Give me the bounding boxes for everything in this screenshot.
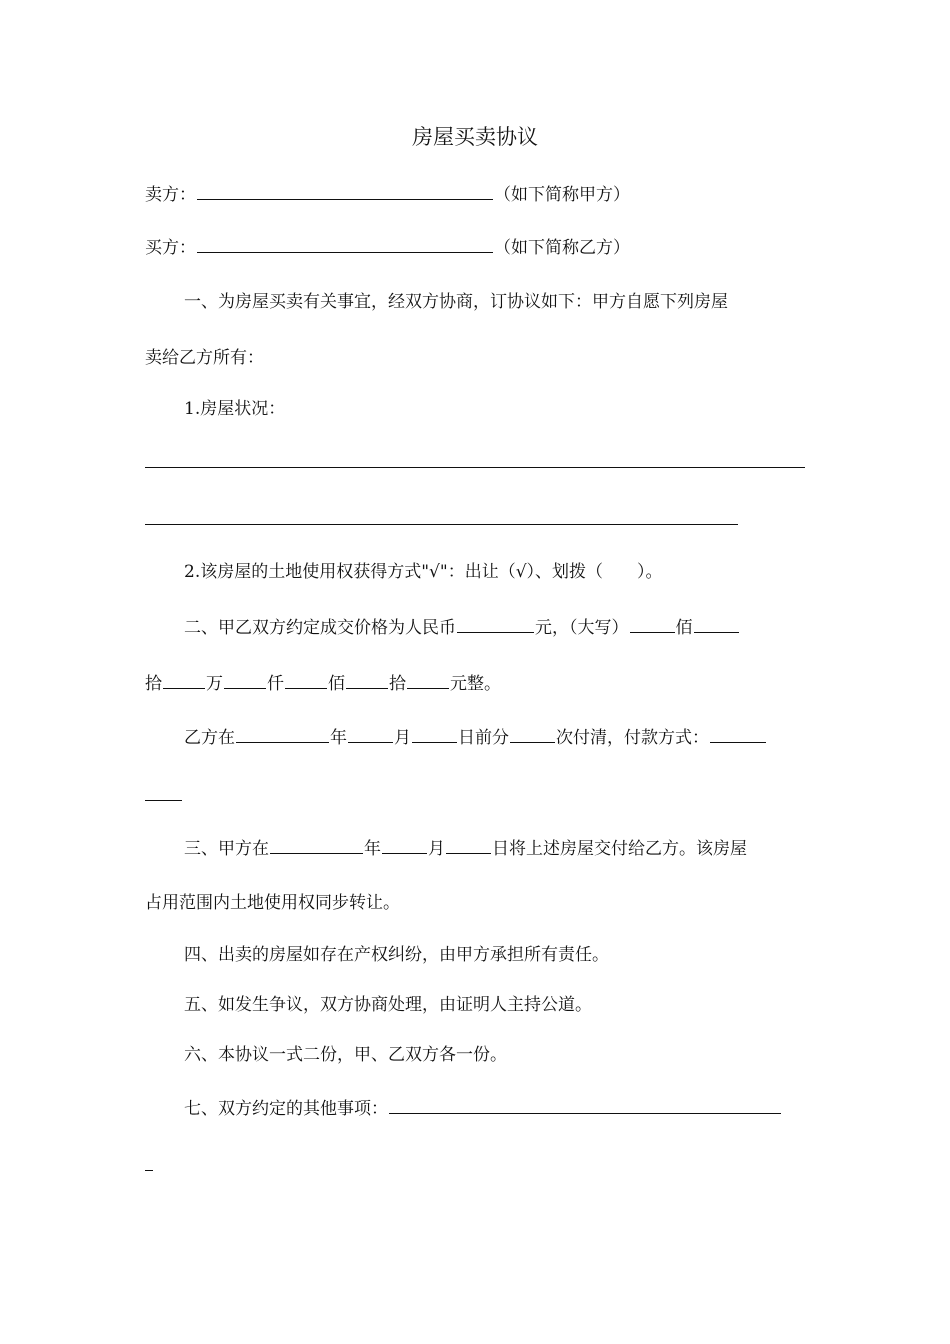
price-shi-wan-blank[interactable] [694, 615, 739, 633]
unit-shi-1: 拾 [145, 674, 162, 694]
unit-bai-1: 佰 [675, 618, 693, 638]
payment-year-blank[interactable] [236, 725, 329, 743]
clause-2-yuan: 元，（大写） [535, 618, 629, 638]
price-qian-blank[interactable] [224, 671, 266, 689]
other-matters-blank[interactable] [389, 1096, 781, 1114]
clause-1-line-2: 卖给乙方所有： [145, 348, 264, 368]
buyer-label: 买方： [145, 238, 196, 258]
delivery-day-blank[interactable] [446, 836, 491, 854]
price-bai-blank[interactable] [285, 671, 327, 689]
payment-method-blank-continued[interactable] [145, 800, 182, 801]
payment-method-blank[interactable] [710, 725, 766, 743]
seller-line [145, 182, 630, 204]
payment-month-unit: 月 [394, 728, 411, 748]
delivery-month-blank[interactable] [382, 836, 427, 854]
price-bai-wan-blank[interactable] [630, 615, 675, 633]
payment-prefix: 乙方在 [184, 728, 235, 748]
clause-3-line-1 [184, 836, 747, 858]
buyer-suffix: （如下简称乙方） [494, 238, 630, 258]
price-wan-blank[interactable] [163, 671, 205, 689]
unit-bai-2: 佰 [328, 674, 345, 694]
unit-wan: 万 [206, 674, 223, 694]
unit-yuan-zheng: 元整。 [450, 674, 501, 694]
payment-line-1 [184, 725, 767, 747]
payment-suffix: 次付清，付款方式： [556, 728, 709, 748]
delivery-year-unit: 年 [364, 839, 381, 859]
clause-7-label: 七、双方约定的其他事项： [184, 1099, 388, 1119]
other-matters-blank-continued[interactable] [145, 1170, 153, 1171]
item-1-label: 1.房屋状况： [184, 399, 286, 419]
buyer-line [145, 235, 630, 257]
payment-mid: 日前分 [458, 728, 509, 748]
payment-day-blank[interactable] [412, 725, 457, 743]
clause-4: 四、出卖的房屋如存在产权纠纷，由甲方承担所有责任。 [184, 945, 609, 965]
property-status-blank-1[interactable] [145, 467, 805, 468]
clause-3-line-2: 占用范围内土地使用权同步转让。 [145, 893, 400, 913]
payment-installments-blank[interactable] [510, 725, 555, 743]
price-amount-blank[interactable] [457, 615, 534, 633]
price-yuan-blank[interactable] [407, 671, 449, 689]
clause-2-line-2 [145, 671, 501, 693]
seller-name-blank[interactable] [197, 182, 493, 200]
delivery-year-blank[interactable] [270, 836, 363, 854]
clause-2-line-1 [184, 615, 740, 637]
delivery-month-unit: 月 [428, 839, 445, 859]
buyer-name-blank[interactable] [197, 235, 493, 253]
seller-label: 卖方： [145, 185, 196, 205]
price-shi-blank[interactable] [346, 671, 388, 689]
clause-6: 六、本协议一式二份，甲、乙双方各一份。 [184, 1045, 507, 1065]
unit-qian: 仟 [267, 674, 284, 694]
property-status-blank-2[interactable] [145, 524, 738, 525]
seller-suffix: （如下简称甲方） [494, 185, 630, 205]
document-title: 房屋买卖协议 [412, 125, 538, 149]
clause-1-line-1: 一、为房屋买卖有关事宜，经双方协商，订协议如下：甲方自愿下列房屋 [184, 292, 728, 312]
payment-year-unit: 年 [330, 728, 347, 748]
clause-7-line [184, 1096, 782, 1118]
unit-shi-2: 拾 [389, 674, 406, 694]
clause-3-prefix: 三、甲方在 [184, 839, 269, 859]
payment-month-blank[interactable] [348, 725, 393, 743]
clause-3-mid: 日将上述房屋交付给乙方。该房屋 [492, 839, 747, 859]
clause-5: 五、如发生争议，双方协商处理，由证明人主持公道。 [184, 995, 592, 1015]
land-use-rights-line: 2.该房屋的土地使用权获得方式"√"：出让（√）、划拨（ ）。 [184, 562, 663, 582]
clause-2-prefix: 二、甲乙双方约定成交价格为人民币 [184, 618, 456, 638]
